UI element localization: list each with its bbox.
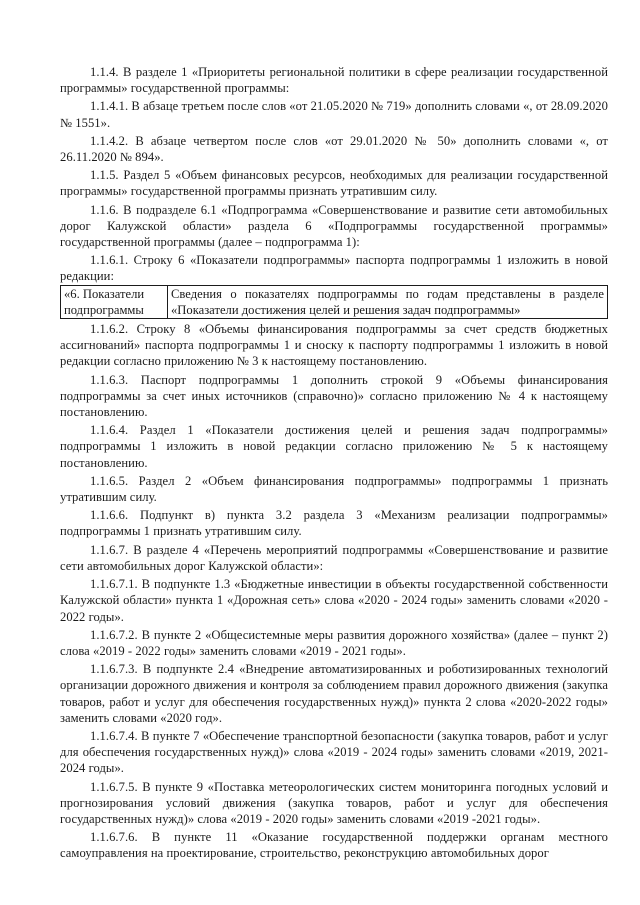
table-row-label: «6. Показатели подпрограммы: [61, 285, 168, 318]
paragraph-1-1-6-7-3: 1.1.6.7.3. В подпункте 2.4 «Внедрение автоматизированных и роботизированных технологий организации дорожного движения и контроля за соблюдением правил дорожного движения (закупка товаров, работ и услуг для обеспечения государственных нужд)» пункта 2 слова «2020-2022 годы» заменить словами «2020 год».: [60, 662, 608, 725]
paragraph-1-1-6-6: 1.1.6.6. Подпункт в) пункта 3.2 раздела 3 «Механизм реализации подпрограммы» подпрограммы 1 признать утратившим силу.: [60, 508, 608, 539]
table-row-content: Сведения о показателях подпрограммы по годам представлены в разделе «Показатели достижения целей и решения задач подпрограммы»: [168, 285, 608, 318]
paragraph-1-1-4-1: 1.1.4.1. В абзаце третьем после слов «от 21.05.2020 № 719» дополнить словами «, от 28.09.2020 № 1551».: [60, 99, 608, 130]
paragraph-1-1-6-7-6: 1.1.6.7.6. В пункте 11 «Оказание государственной поддержки органам местного самоуправления на проектирование, строительство, реконструкцию автомобильных дорог: [60, 830, 608, 861]
paragraph-1-1-6-7-5: 1.1.6.7.5. В пункте 9 «Поставка метеорологических систем мониторинга погодных условий и прогнозирования условий движения (закупка товаров, работ и услуг для обеспечения государственных нужд)» слова «2019 - 2020 годы» заменить словами «2019 -2021 годы».: [60, 779, 608, 826]
paragraph-1-1-6-4: 1.1.6.4. Раздел 1 «Показатели достижения целей и решения задач подпрограммы» подпрограммы 1 изложить в новой редакции согласно приложению № 5 к настоящему постановлению.: [60, 423, 608, 470]
paragraph-1-1-6-7: 1.1.6.7. В разделе 4 «Перечень мероприятий подпрограммы «Совершенствование и развитие сети автомобильных дорог Калужской области»:: [60, 542, 608, 573]
paragraph-1-1-6: 1.1.6. В подразделе 6.1 «Подпрограмма «Совершенствование и развитие сети автомобильных дорог Калужской области» раздела 6 «Подпрограммы государственной программы» государственной программы (далее – подпрограмма 1):: [60, 202, 608, 250]
paragraph-1-1-6-5: 1.1.6.5. Раздел 2 «Объем финансирования подпрограммы» подпрограммы 1 признать утратившим силу.: [60, 473, 608, 505]
paragraph-1-1-4: 1.1.4. В разделе 1 «Приоритеты региональной политики в сфере реализации государственной программы» государственной программы:: [60, 65, 608, 96]
passport-row-table: [60, 285, 608, 319]
paragraph-1-1-6-2: 1.1.6.2. Строку 8 «Объемы финансирования подпрограммы за счет средств бюджетных ассигнований» паспорта подпрограммы 1 и сноску к паспорту подпрограммы 1 изложить в новой редакции согласно приложению № 3 к настоящему постановлению.: [60, 322, 608, 369]
paragraph-1-1-4-2: 1.1.4.2. В абзаце четвертом после слов «от 29.01.2020 № 50» дополнить словами «, от 26.11.2020 № 894».: [60, 133, 608, 165]
paragraph-1-1-6-1: 1.1.6.1. Строку 6 «Показатели подпрограммы» паспорта подпрограммы 1 изложить в новой редакции:: [60, 253, 608, 284]
paragraph-1-1-6-3: 1.1.6.3. Паспорт подпрограммы 1 дополнить строкой 9 «Объемы финансирования подпрограммы за счет иных источников (справочно)» согласно приложению № 4 к настоящему постановлению.: [60, 372, 608, 420]
paragraph-1-1-6-7-2: 1.1.6.7.2. В пункте 2 «Общесистемные меры развития дорожного хозяйства» (далее – пункт 2) слова «2019 - 2022 годы» заменить словами «2019 - 2021 годы».: [60, 627, 608, 658]
document-page: [60, 64, 608, 864]
paragraph-1-1-5: 1.1.5. Раздел 5 «Объем финансовых ресурсов, необходимых для реализации государственной программы» государственной программы признать утратившим силу.: [60, 168, 608, 199]
paragraph-1-1-6-7-4: 1.1.6.7.4. В пункте 7 «Обеспечение транспортной безопасности (закупка товаров, работ и услуг для обеспечения государственных нужд)» слова «2019 - 2024 годы» заменить словами «2019, 2021-2024 годы».: [60, 728, 608, 776]
paragraph-1-1-6-7-1: 1.1.6.7.1. В подпункте 1.3 «Бюджетные инвестиции в объекты государственной собственности Калужской области» пункта 1 «Дорожная сеть» слова «2020 - 2024 годы» заменить словами «2020 - 2022 годы».: [60, 577, 608, 624]
table-row: [61, 285, 608, 318]
